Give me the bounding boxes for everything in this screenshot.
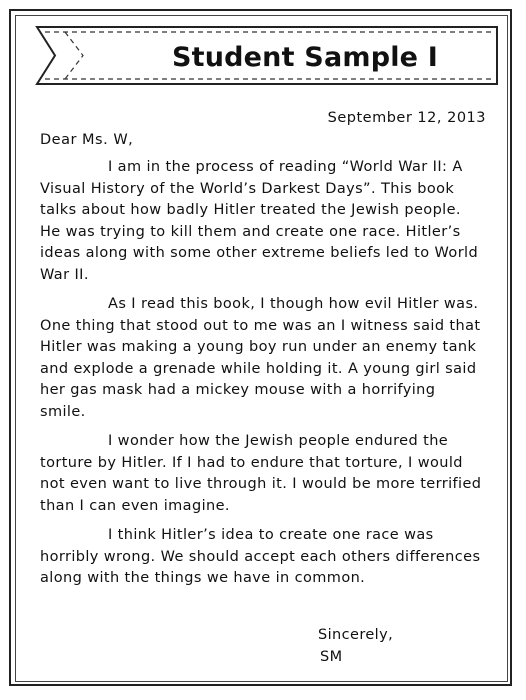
letter-paragraph: I think Hitler’s idea to create one race was horribly wrong. We should accept each others differences along with the things we have in common.	[40, 527, 481, 586]
page-title: Student Sample I	[171, 42, 439, 73]
letter-paragraph: I wonder how the Jewish people endured the torture by Hitler. If I had to endure that torture, I would not even want to live through it. I would be more terrified than I can even imagine.	[40, 433, 482, 514]
letter-salutation: Dear Ms. W,	[40, 132, 134, 148]
letter-signature: SM	[320, 648, 343, 665]
letter-body	[40, 157, 486, 598]
letter-paragraph: I am in the process of reading “World War II: A Visual History of the World’s Darkest Days”. This book talks about how badly Hitler treated the Jewish people. He was trying to kill them and create one race. Hitler’s ideas along with some other extreme beliefs led to World War II.	[40, 159, 479, 283]
letter-closing-block	[318, 625, 393, 668]
letter-paragraph: As I read this book, I though how evil Hitler was. One thing that stood out to me was an I witness said that Hitler was making a young boy run under an enemy tank and explode a grenade while holding it. A young girl said her gas mask had a mickey mouse with a horrifying smile.	[40, 296, 481, 420]
title-banner	[35, 24, 505, 92]
letter-closing: Sincerely,	[318, 627, 394, 643]
letter-date: September 12, 2013	[327, 110, 486, 126]
